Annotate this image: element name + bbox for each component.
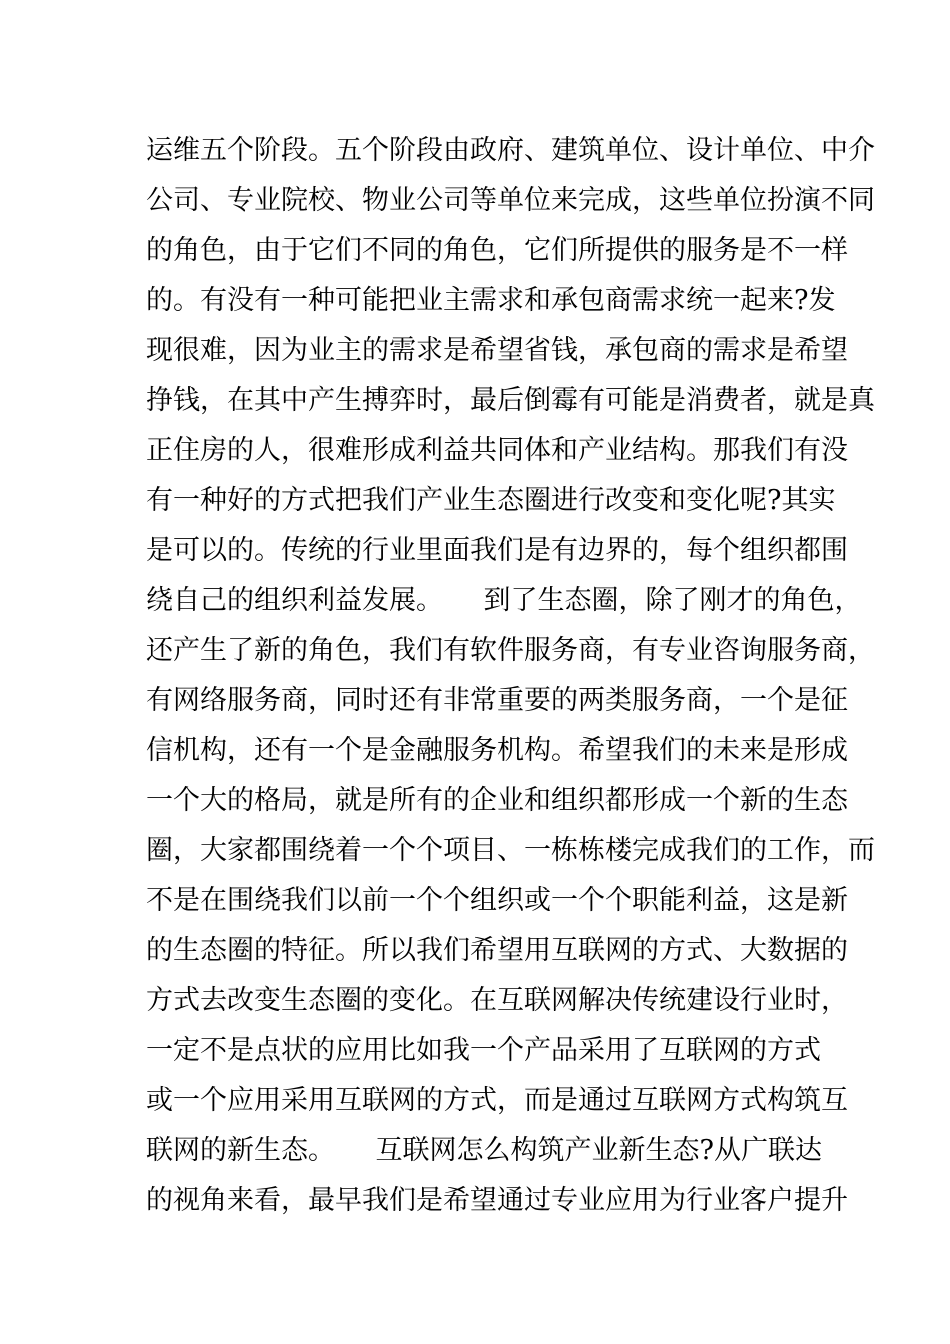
text-line: 绕自己的组织利益发展。 到了生态圈，除了刚才的角色， [146, 585, 862, 616]
document-body [146, 126, 875, 1226]
text-line: 的视角来看，最早我们是希望通过专业应用为行业客户提升 [146, 1185, 848, 1216]
text-line: 的。有没有一种可能把业主需求和承包商需求统一起来?发 [146, 285, 836, 316]
text-line: 联网的新生态。 互联网怎么构筑产业新生态?从广联达 [146, 1135, 822, 1166]
text-line: 现很难，因为业主的需求是希望省钱，承包商的需求是希望 [146, 335, 848, 366]
text-line: 的生态圈的特征。所以我们希望用互联网的方式、大数据的 [146, 935, 848, 966]
text-line: 的角色，由于它们不同的角色，它们所提供的服务是不一样 [146, 235, 848, 266]
text-line: 信机构，还有一个是金融服务机构。希望我们的未来是形成 [146, 735, 848, 766]
text-line: 圈，大家都围绕着一个个项目、一栋栋楼完成我们的工作，而 [146, 835, 875, 866]
text-line: 不是在围绕我们以前一个个组织或一个个职能利益，这是新 [146, 885, 848, 916]
text-line: 运维五个阶段。五个阶段由政府、建筑单位、设计单位、中介 [146, 135, 875, 166]
text-line: 公司、专业院校、物业公司等单位来完成，这些单位扮演不同 [146, 185, 875, 216]
text-line: 一个大的格局，就是所有的企业和组织都形成一个新的生态 [146, 785, 848, 816]
text-line: 有网络服务商，同时还有非常重要的两类服务商，一个是征 [146, 685, 848, 716]
text-line: 有一种好的方式把我们产业生态圈进行改变和变化呢?其实 [146, 485, 836, 516]
text-line: 一定不是点状的应用比如我一个产品采用了互联网的方式 [146, 1035, 821, 1066]
text-line: 还产生了新的角色，我们有软件服务商，有专业咨询服务商， [146, 635, 875, 666]
text-line: 方式去改变生态圈的变化。在互联网解决传统建设行业时， [146, 985, 848, 1016]
text-line: 正住房的人，很难形成利益共同体和产业结构。那我们有没 [146, 435, 848, 466]
text-line: 是可以的。传统的行业里面我们是有边界的，每个组织都围 [146, 535, 848, 566]
text-line: 或一个应用采用互联网的方式，而是通过互联网方式构筑互 [146, 1085, 848, 1116]
text-line: 挣钱，在其中产生搏弈时，最后倒霉有可能是消费者，就是真 [146, 385, 875, 416]
